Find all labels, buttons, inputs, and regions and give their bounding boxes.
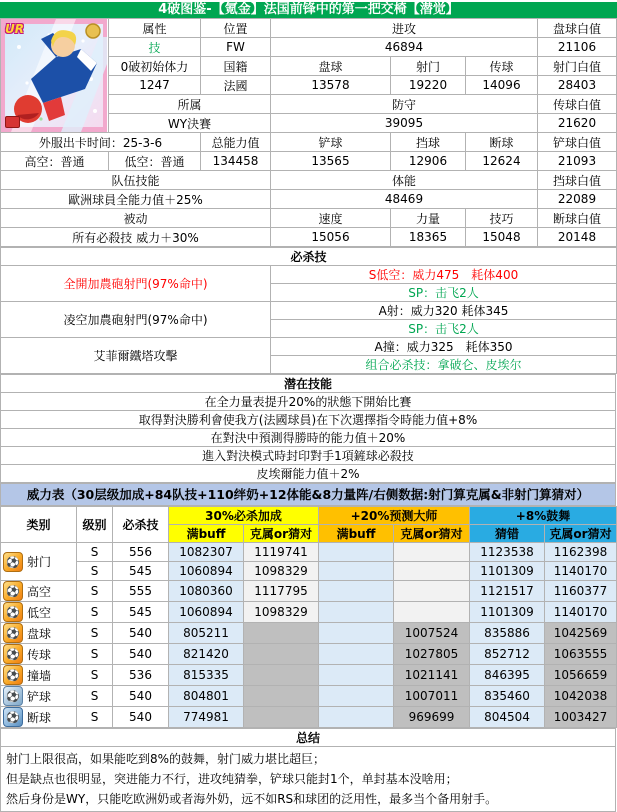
group-cheer8: +8%鼓舞 xyxy=(470,507,617,525)
table-cell: 20148 xyxy=(538,228,617,247)
table-cell xyxy=(319,543,394,562)
skill-effect: A撞：威力325 耗体350 xyxy=(271,338,617,356)
attack-total: 46894 xyxy=(271,38,538,57)
table-cell: 位置 xyxy=(201,19,271,38)
table-cell: 846395 xyxy=(470,665,545,686)
table-cell: 21106 xyxy=(538,38,617,57)
category-label: 高空 xyxy=(27,584,52,599)
category-label: 盘球 xyxy=(27,626,52,641)
table-cell: 类别 xyxy=(1,507,77,543)
intercept-icon: ⚽ xyxy=(3,707,23,727)
table-cell: 15056 xyxy=(271,228,391,247)
summary-line: 射门上限很高，如果能吃到8%的鼓舞，射门威力堪比超巨； xyxy=(6,752,326,766)
category-high xyxy=(1,581,77,602)
power-table xyxy=(0,506,617,728)
power-table-title: 威力表（30层级加成+84队技+110绊奶+12体能&8力量阵/右侧数据:射门算克属&非射门算猜对） xyxy=(0,483,616,506)
table-cell: 19220 xyxy=(391,76,466,95)
card-attribute-badge xyxy=(5,116,20,128)
table-cell: 545 xyxy=(113,562,169,581)
table-cell: 1056659 xyxy=(545,665,617,686)
category-label: 断球 xyxy=(27,710,52,725)
table-cell xyxy=(319,562,394,581)
table-cell xyxy=(319,581,394,602)
summary-table xyxy=(0,728,616,812)
table-cell: 1060894 xyxy=(169,602,244,623)
category-pass xyxy=(1,644,77,665)
table-cell: 所属 xyxy=(109,95,271,114)
passive-label: 被动 xyxy=(1,209,271,228)
table-cell: 克属or猜对 xyxy=(394,525,470,543)
table-cell: 技巧 xyxy=(466,209,538,228)
table-cell: S xyxy=(77,686,113,707)
table-cell: 克属or猜对 xyxy=(545,525,617,543)
table-cell: 1162398 xyxy=(545,543,617,562)
table-cell: 国籍 xyxy=(201,57,271,76)
table-cell: S xyxy=(77,623,113,644)
table-cell: 满buff xyxy=(169,525,244,543)
table-cell: 传球 xyxy=(466,57,538,76)
table-cell: 克属or猜对 xyxy=(244,525,319,543)
summary-line: 然后身份是WY，只能吃欧洲奶或者海外奶，远不如RS和球团的泛用性，最多当个备用射手。 xyxy=(6,792,498,806)
table-cell xyxy=(319,602,394,623)
affiliation-value: WY決賽 xyxy=(109,114,271,133)
category-low xyxy=(1,602,77,623)
table-cell: 555 xyxy=(113,581,169,602)
table-cell xyxy=(319,707,394,728)
table-cell: 1117795 xyxy=(244,581,319,602)
table-cell: 1007524 xyxy=(394,623,470,644)
table-cell: 852712 xyxy=(470,644,545,665)
table-cell: 盘球白值 xyxy=(538,19,617,38)
table-cell: S xyxy=(77,581,113,602)
table-cell: 1160377 xyxy=(545,581,617,602)
team-skill-label: 队伍技能 xyxy=(1,171,271,190)
table-cell: 821420 xyxy=(169,644,244,665)
table-cell: 15048 xyxy=(466,228,538,247)
table-cell: 1007011 xyxy=(394,686,470,707)
table-cell xyxy=(394,581,470,602)
table-cell: 13578 xyxy=(271,76,391,95)
team-skill-value: 歐洲球員全能力值＋25% xyxy=(1,190,271,209)
table-cell: 断球 xyxy=(466,133,538,152)
category-label: 铲球 xyxy=(27,689,52,704)
low-icon: ⚽ xyxy=(3,602,23,622)
table-cell: S xyxy=(77,562,113,581)
table-cell: 速度 xyxy=(271,209,391,228)
table-cell: 1003427 xyxy=(545,707,617,728)
table-cell: 540 xyxy=(113,707,169,728)
table-cell: 铲球白值 xyxy=(538,133,617,152)
table-cell: 805211 xyxy=(169,623,244,644)
table-cell: 1140170 xyxy=(545,562,617,581)
table-cell: 1098329 xyxy=(244,562,319,581)
table-cell xyxy=(319,686,394,707)
skill-sp-effect: SP：击飞2人 xyxy=(271,284,617,302)
table-cell: 射门 xyxy=(391,57,466,76)
table-cell: 低空：普通 xyxy=(109,152,201,171)
table-cell xyxy=(394,602,470,623)
table-cell: 22089 xyxy=(538,190,617,209)
summary-line: 但是缺点也很明显，突进能力不行，进攻纯猜拳，铲球只能封1个，单封基本没啥用； xyxy=(6,772,458,786)
table-cell: 级别 xyxy=(77,507,113,543)
table-cell: 1140170 xyxy=(545,602,617,623)
table-cell xyxy=(244,623,319,644)
table-cell xyxy=(394,562,470,581)
table-cell: 18365 xyxy=(391,228,466,247)
table-cell: 总能力值 xyxy=(201,133,271,152)
table-cell: 力量 xyxy=(391,209,466,228)
wall-icon: ⚽ xyxy=(3,665,23,685)
table-cell: S xyxy=(77,665,113,686)
category-wall xyxy=(1,665,77,686)
table-cell: 满buff xyxy=(319,525,394,543)
table-cell: 1082307 xyxy=(169,543,244,562)
table-cell: 545 xyxy=(113,602,169,623)
group-predict20: +20%预测大师 xyxy=(319,507,470,525)
table-cell: 540 xyxy=(113,686,169,707)
pass-icon: ⚽ xyxy=(3,644,23,664)
table-cell: 1080360 xyxy=(169,581,244,602)
table-cell: 21093 xyxy=(538,152,617,171)
table-cell: 969699 xyxy=(394,707,470,728)
special-skills-header: 必杀技 xyxy=(1,248,617,266)
category-label: 低空 xyxy=(27,605,52,620)
summary-header: 总结 xyxy=(1,729,616,747)
skill-name: 凌空加農砲射門(97%命中) xyxy=(1,302,271,338)
table-cell: 1098329 xyxy=(244,602,319,623)
table-cell xyxy=(244,686,319,707)
table-cell: 1042569 xyxy=(545,623,617,644)
table-cell: 815335 xyxy=(169,665,244,686)
dribble-icon: ⚽ xyxy=(3,623,23,643)
combo-skill-note: 组合必杀技：拿破仑、皮埃尔 xyxy=(271,356,617,374)
skill-sp-effect: SP：击飞2人 xyxy=(271,320,617,338)
table-cell: 必杀技 xyxy=(113,507,169,543)
table-cell: S xyxy=(77,707,113,728)
table-cell: 盘球 xyxy=(271,57,391,76)
attack-label: 进攻 xyxy=(271,19,538,38)
table-cell: 536 xyxy=(113,665,169,686)
category-tackle xyxy=(1,686,77,707)
category-label: 撞墙 xyxy=(27,668,52,683)
table-cell: 猜错 xyxy=(470,525,545,543)
table-cell: 属性 xyxy=(109,19,201,38)
table-cell: 挡球白值 xyxy=(538,171,617,190)
table-cell: 556 xyxy=(113,543,169,562)
tackle-icon: ⚽ xyxy=(3,686,23,706)
potential-skill: 在對決中預測得勝時的能力值＋20% xyxy=(1,429,616,447)
table-cell: 804801 xyxy=(169,686,244,707)
potential-skills-table xyxy=(0,374,616,483)
table-cell: 高空：普通 xyxy=(1,152,109,171)
table-cell: S xyxy=(77,543,113,562)
initial-stamina: 1247 xyxy=(109,76,201,95)
table-cell: 1063555 xyxy=(545,644,617,665)
category-intercept xyxy=(1,707,77,728)
position-value: FW xyxy=(201,38,271,57)
table-cell: 1027805 xyxy=(394,644,470,665)
table-cell: 1119741 xyxy=(244,543,319,562)
player-card-image xyxy=(1,19,107,132)
table-cell: S xyxy=(77,602,113,623)
release-date: 外服出卡时间：25-3-6 xyxy=(1,133,201,152)
skill-effect: A射：威力320 耗体345 xyxy=(271,302,617,320)
table-cell xyxy=(394,543,470,562)
table-cell: 传球白值 xyxy=(538,95,617,114)
total-ability: 134458 xyxy=(201,152,271,171)
table-cell xyxy=(319,665,394,686)
table-cell: 804504 xyxy=(470,707,545,728)
table-cell: 体能 xyxy=(271,171,538,190)
table-cell: 774981 xyxy=(169,707,244,728)
table-cell: 540 xyxy=(113,644,169,665)
table-cell: 835460 xyxy=(470,686,545,707)
category-label: 传球 xyxy=(27,647,52,662)
skill-effect: S低空：威力475 耗体400 xyxy=(271,266,617,284)
table-cell: 12624 xyxy=(466,152,538,171)
table-cell: 540 xyxy=(113,623,169,644)
table-cell: 1021141 xyxy=(394,665,470,686)
high-icon: ⚽ xyxy=(3,581,23,601)
table-cell: 1101309 xyxy=(470,602,545,623)
stamina-total: 48469 xyxy=(271,190,538,209)
defense-label: 防守 xyxy=(271,95,538,114)
potential-skill: 皮埃爾能力值＋2% xyxy=(1,465,616,483)
table-cell: 14096 xyxy=(466,76,538,95)
table-cell: 1101309 xyxy=(470,562,545,581)
table-cell xyxy=(244,707,319,728)
stats-table xyxy=(0,18,617,247)
table-cell: 28403 xyxy=(538,76,617,95)
potential-skill: 在全力量表提升20%的狀態下開始比賽 xyxy=(1,393,616,411)
table-cell: S xyxy=(77,644,113,665)
table-cell: 铲球 xyxy=(271,133,391,152)
potential-skill: 取得對決勝利會使我方(法國球員)在下次選擇指令時能力值+8% xyxy=(1,411,616,429)
player-info-sheet xyxy=(0,2,617,812)
table-cell xyxy=(244,665,319,686)
summary-text xyxy=(1,747,616,812)
skill-name: 全開加農砲射門(97%命中) xyxy=(1,266,271,302)
table-cell: 1123538 xyxy=(470,543,545,562)
table-cell xyxy=(319,623,394,644)
defense-total: 39095 xyxy=(271,114,538,133)
table-cell: 断球白值 xyxy=(538,209,617,228)
potential-skills-header: 潜在技能 xyxy=(1,375,616,393)
category-dribble xyxy=(1,623,77,644)
table-cell: 0破初始体力 xyxy=(109,57,201,76)
table-cell: 21620 xyxy=(538,114,617,133)
player-card xyxy=(1,19,109,133)
passive-value: 所有必殺技 威力＋30% xyxy=(1,228,271,247)
nationality-value: 法國 xyxy=(201,76,271,95)
table-cell: 1060894 xyxy=(169,562,244,581)
skill-name: 艾菲爾鐵塔攻擊 xyxy=(1,338,271,374)
special-skills-table xyxy=(0,247,617,374)
category-shoot xyxy=(1,543,77,581)
group-buff30: 30%必杀加成 xyxy=(169,507,319,525)
table-cell xyxy=(319,644,394,665)
table-cell: 835886 xyxy=(470,623,545,644)
table-cell: 13565 xyxy=(271,152,391,171)
table-cell: 1121517 xyxy=(470,581,545,602)
table-cell: 12906 xyxy=(391,152,466,171)
shoot-icon: ⚽ xyxy=(3,552,23,572)
table-cell: 1042038 xyxy=(545,686,617,707)
attribute-value: 技 xyxy=(109,38,201,57)
table-cell: 挡球 xyxy=(391,133,466,152)
page-title: 4破图鉴-【氪金】法国前锋中的第一把交椅【潜觉】 xyxy=(0,2,617,18)
table-cell: 射门白值 xyxy=(538,57,617,76)
potential-skill: 進入對決模式時封印對手1項鏟球必殺技 xyxy=(1,447,616,465)
card-rarity-badge: UR xyxy=(5,22,24,36)
category-label: 射门 xyxy=(27,555,52,569)
table-cell xyxy=(244,644,319,665)
